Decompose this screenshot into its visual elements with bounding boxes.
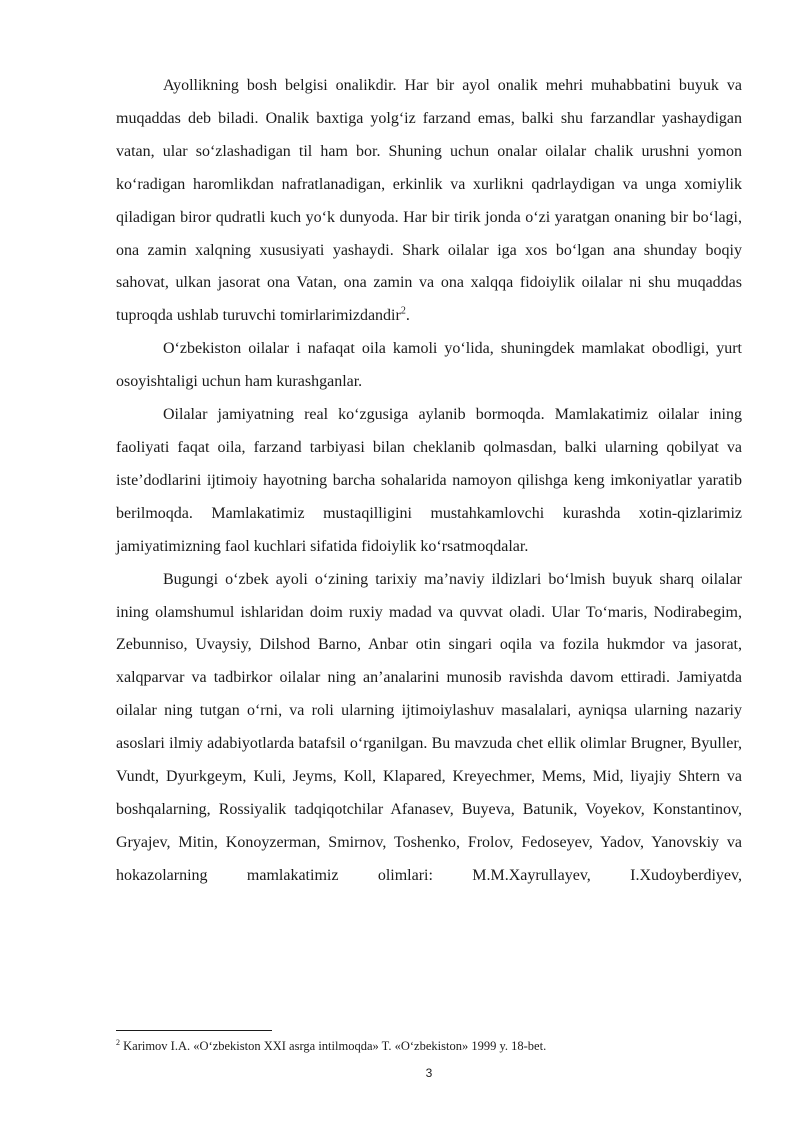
- paragraph-1: [116, 70, 742, 333]
- paragraph-4: Bugungi o‘zbek ayoli o‘zining tarixiy ma’naviy ildizlari bo‘lmish buyuk sharq oilalar ining olamshumul ishlaridan doim ruxiy madad va quvvat oladi. Ular To‘maris, Nodirabegim, Zebunniso, Uvaysiy, Dilshod Barno, Anbar otin singari oqila va fozila hukmdor va jasorat, xalqparvar va tadbirkor oilalar ning an’analarini munosib ravishda davom ettiradi. Jamiyatda oilalar ning tutgan o‘rni, va roli ularning ijtimoiylashuv masalalari, ayniqsa ularning nazariy asoslari ilmiy adabiyotlarda batafsil o‘rganilgan. Bu mavzuda chet ellik olimlar Brugner, Byuller, Vundt, Dyurkgeym, Kuli, Jeyms, Koll, Klapared, Kreyechmer, Mems, Mid, liyajiy Shtern va boshqalarning, Rossiyalik tadqiqotchilar Afanasev, Buyeva, Batunik, Voyekov, Konstantinov, Gryajev, Mitin, Konoyzerman, Smirnov, Toshenko, Frolov, Fedoseyev, Yadov, Yanovskiy va hokazolarning mamlakatimiz olimlari: M.M.Xayrullayev, I.Xudoyberdiyev,: [116, 570, 742, 884]
- footnote-separator: [116, 1030, 272, 1031]
- paragraph-1-end: .: [405, 307, 410, 325]
- footnote-marker: 2: [116, 1037, 120, 1047]
- page-number: 3: [425, 1066, 433, 1080]
- footnote-reference[interactable]: 2: [400, 306, 406, 318]
- paragraph-1-text: Ayollikning bosh belgisi onalikdir. Har bir ayol onalik mehri muhabbatini buyuk va muqaddas deb biladi. Onalik baxtiga yolg‘iz farzand emas, balki shu farzandlar yashaydigan vatan, ular so‘zlashadigan til ham bor. Shuning uchun onalar oilalar chalik urushni yomon ko‘radigan haromlikdan nafratlanadigan, erkinlik va xurlikni qadrlaydigan va unga xomiylik qiladigan biror qudratli kuch yo‘k dunyoda. Har bir tirik jonda o‘zi yaratgan onaning bir bo‘lagi, ona zamin xalqning xususiyati yashaydi. Shark oilalar iga xos bo‘lgan ana shunday boqiy sahovat, ulkan jasorat ona Vatan, ona zamin va ona xalqqa fidoiylik oilalar ni shu muqaddas tuproqda ushlab turuvchi tomirlarimizdandir: [116, 77, 742, 325]
- paragraph-2: O‘zbekiston oilalar i nafaqat oila kamoli yo‘lida, shuningdek mamlakat obodligi, yurt osoyishtaligi uchun ham kurashganlar.: [116, 340, 742, 391]
- paragraph-3: Oilalar jamiyatning real ko‘zgusiga aylanib bormoqda. Mamlakatimiz oilalar ining faoliyati faqat oila, farzand tarbiyasi bilan cheklanib qolmasdan, balki ularning qobilyat va iste’dodlarini ijtimoiy hayotning barcha sohalarida namoyon qilishga keng imkoniyatlar yaratib berilmoqda. Mamlakatimiz mustaqilligini mustahkamlovchi kurashda xotin-qizlarimiz jamiyatimizning faol kuchlari sifatida fidoiylik ko‘rsatmoqdalar.: [116, 406, 742, 555]
- document-body: [116, 70, 742, 893]
- footnote: [116, 1038, 742, 1054]
- footnote-text: Karimov I.A. «O‘zbekiston XXI asrga intilmoqda» T. «O‘zbekiston» 1999 y. 18-bet.: [120, 1039, 547, 1053]
